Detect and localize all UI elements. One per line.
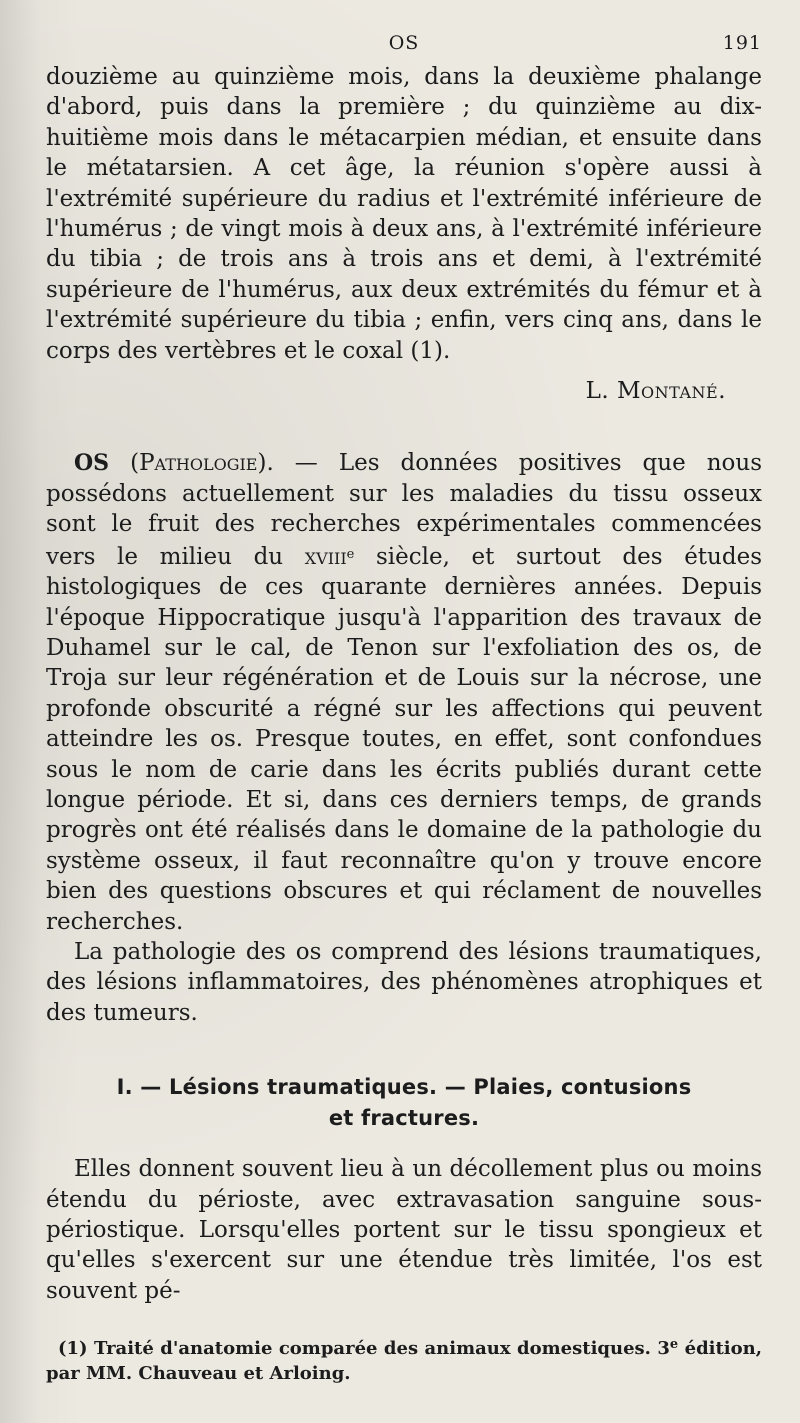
edition-suffix: e — [669, 1337, 679, 1353]
entry-text-part-1: — Les données positives que nous possédons actuellement sur les maladies du tissu osseux sont le fruit des recherches expérimentales commencées vers le milieu du — [46, 450, 763, 570]
century-numeral: xviii — [304, 543, 347, 570]
footnote-text-part-2: édition, par MM. Chauveau et Arloing. — [46, 1338, 762, 1385]
footnote — [46, 1332, 762, 1386]
section-heading-line-2: et fractures. — [328, 1106, 480, 1131]
section-paragraph: Elles donnent souvent lieu à un décollement plus ou moins étendu du périoste, avec extravasation sanguine sous-périostique. Lorsqu'elles portent sur le tissu spongieux et qu'elles s'exercent sur une étendue très limitée, l'os est souvent pé- — [46, 1156, 762, 1304]
entry-paragraph — [46, 448, 762, 937]
entry-subject: (Pathologie). — [130, 450, 274, 477]
body-text — [46, 62, 762, 1306]
footnote-marker: (1) — [58, 1338, 88, 1360]
classification-paragraph: La pathologie des os comprend des lésions traumatiques, des lésions inflammatoires, des phénomènes atrophiques et des tumeurs. — [46, 938, 762, 1026]
author-signature: L. Montané. — [585, 378, 726, 405]
continued-paragraph: douzième au quinzième mois, dans la deuxième phalange d'abord, puis dans la première ; du quinzième au dix-huitième mois dans le métacarpien médian, et ensuite dans le métatarsien. A cet âge, la réunion s'opère aussi à l'extrémité supérieure du radius et l'extrémité inférieure de l'humérus ; de vingt mois à deux ans, à l'extrémité inférieure du tibia ; de trois ans à trois ans et demi, à l'extrémité supérieure de l'humérus, aux deux extrémités du fémur et à l'extrémité supérieure du tibia ; enfin, vers cinq ans, dans le corps des vertèbres et le coxal (1). — [46, 64, 762, 364]
section-heading — [46, 1072, 762, 1134]
running-head — [46, 28, 762, 62]
page-number: 191 — [722, 32, 762, 54]
entry-lead-word: OS — [74, 450, 110, 477]
section-heading-line-1: I. — Lésions traumatiques. — Plaies, contusions — [116, 1075, 692, 1100]
entry-separator — [46, 406, 762, 448]
century-suffix: e — [346, 546, 355, 562]
entry-text-part-2: siècle, et surtout des études histologiques de ces quarante dernières années. Depuis l'époque Hippocratique jusqu'à l'apparition des travaux de Duhamel sur le cal, de Tenon sur l'exfoliation des os, de Troja sur leur régénération et de Louis sur la nécrose, une profonde obscurité a régné sur les affections qui peuvent atteindre les os. Presque toutes, en effet, sont confondues sous le nom de carie dans les écrits publiés durant cette longue période. Et si, dans ces derniers temps, de grands progrès ont été réalisés dans le domaine de la pathologie du système osseux, il faut reconnaître qu'on y trouve encore bien des questions obscures et qui réclament de nouvelles recherches. — [46, 543, 763, 935]
footnote-text-part-1: Traité d'anatomie comparée des animaux domestiques. 3 — [87, 1338, 670, 1360]
running-head-title: OS — [388, 32, 420, 54]
